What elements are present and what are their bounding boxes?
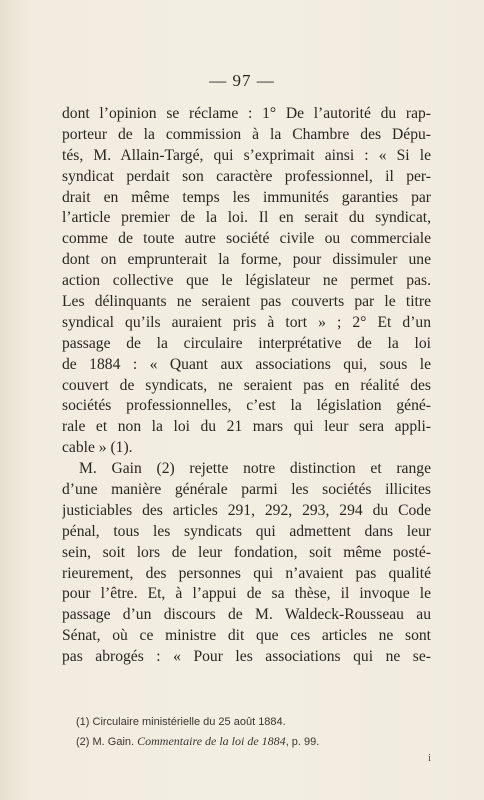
footnote-2 xyxy=(76,732,436,752)
text-line: d’une manière générale parmi les sociétés illicites xyxy=(62,481,431,499)
text-line: Les délinquants ne seraient pas couverts par le titre xyxy=(62,293,431,311)
text-line: sein, soit lors de leur fondation, soit même posté- xyxy=(62,543,431,561)
text-line: syndical qu’ils auraient pris à tort » ; 2° Et d’un xyxy=(62,313,431,331)
footnote-2-suffix: , p. 99. xyxy=(285,736,320,748)
text-line: comme de toute autre société civile ou commerciale xyxy=(62,230,431,248)
footnote-2-title: Commentaire de la loi de 1884 xyxy=(137,734,286,748)
text-line: couvert de syndicats, ne seraient pas en réalité des xyxy=(62,376,431,394)
paragraph-start-line: M. Gain (2) rejette notre distinction et range xyxy=(79,460,431,478)
footnote-2-prefix: (2) M. Gain. xyxy=(76,736,135,748)
text-line: passage de la circulaire interprétative de la loi xyxy=(62,334,431,352)
text-line: sociétés professionnelles, c’est la législation géné- xyxy=(62,397,431,415)
footnote-1: (1) Circulaire ministérielle du 25 août 1884. xyxy=(76,716,286,728)
text-line: cable » (1). xyxy=(62,439,133,457)
text-line: passage d’un discours de M. Waldeck-Rousseau au xyxy=(62,606,431,624)
text-line: dont l’opinion se réclame : 1° De l’autorité du rap- xyxy=(62,105,431,122)
signature-mark: i xyxy=(428,752,432,764)
text-line: dont on emprunterait la forme, pour dissimuler une xyxy=(62,251,431,269)
text-line: justiciables des articles 291, 292, 293, 294 du Code xyxy=(62,501,431,519)
text-line: pénal, tous les syndicats qui admettent dans leur xyxy=(62,522,431,540)
text-line: porteur de la commission à la Chambre des Dépu- xyxy=(62,125,431,143)
body-text xyxy=(62,104,431,668)
text-line: syndicat perdait son caractère professionnel, il per- xyxy=(62,167,431,185)
text-line: pas abrogés : « Pour les associations qui ne se- xyxy=(62,648,431,666)
text-line: pour l’être. Et, à l’appui de sa thèse, il invoque le xyxy=(62,585,431,603)
footnotes xyxy=(76,713,436,752)
text-line: l’article premier de la loi. Il en serait du syndicat, xyxy=(62,209,431,227)
text-line: rieurement, des personnes qui n’avaient pas qualité xyxy=(62,564,431,582)
text-line: Sénat, où ce ministre dit que ces articles ne sont xyxy=(62,627,431,645)
page-number: — 97 — xyxy=(209,71,275,90)
text-line: rale et non la loi du 21 mars qui leur sera appli- xyxy=(62,418,431,436)
text-line: tés, M. Allain-Targé, qui s’exprimait ainsi : « Si le xyxy=(62,146,431,164)
text-line: drait en même temps les immunités garanties par xyxy=(62,188,431,206)
text-line: action collective que le législateur ne permet pas. xyxy=(62,272,431,290)
text-line: de 1884 : « Quant aux associations qui, sous le xyxy=(62,355,431,373)
